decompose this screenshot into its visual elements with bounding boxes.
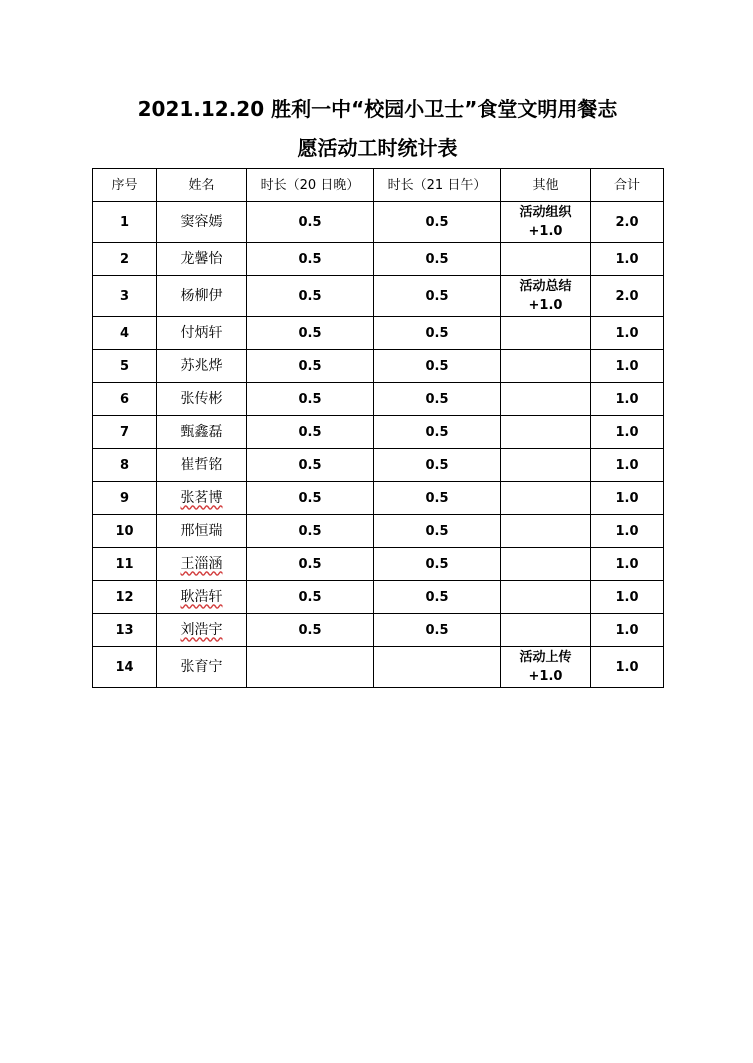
volunteer-hours-table xyxy=(92,168,664,688)
table-row xyxy=(93,416,664,449)
row-number: 3 xyxy=(93,276,157,317)
header-hours-21st-noon: 时长（21 日午） xyxy=(374,169,501,202)
row-number: 8 xyxy=(93,449,157,482)
row-hours-20: 0.5 xyxy=(247,581,374,614)
row-number: 11 xyxy=(93,548,157,581)
row-total: 1.0 xyxy=(591,317,664,350)
header-total: 合计 xyxy=(591,169,664,202)
header-other: 其他 xyxy=(501,169,591,202)
table-row xyxy=(93,449,664,482)
row-number: 6 xyxy=(93,383,157,416)
row-hours-21: 0.5 xyxy=(374,449,501,482)
row-hours-21: 0.5 xyxy=(374,416,501,449)
row-hours-21: 0.5 xyxy=(374,243,501,276)
other-value: +1.0 xyxy=(528,298,563,313)
table-row xyxy=(93,202,664,243)
row-number: 13 xyxy=(93,614,157,647)
row-number: 10 xyxy=(93,515,157,548)
table-row xyxy=(93,614,664,647)
row-other xyxy=(501,202,591,243)
row-hours-20 xyxy=(247,647,374,688)
row-name: 甄鑫磊 xyxy=(157,416,247,449)
row-total: 1.0 xyxy=(591,416,664,449)
row-other xyxy=(501,350,591,383)
row-total: 1.0 xyxy=(591,548,664,581)
row-hours-21: 0.5 xyxy=(374,383,501,416)
row-hours-20: 0.5 xyxy=(247,383,374,416)
row-name-text: 张茗博 xyxy=(180,489,223,506)
row-number: 1 xyxy=(93,202,157,243)
row-hours-21: 0.5 xyxy=(374,482,501,515)
header-name: 姓名 xyxy=(157,169,247,202)
row-total: 1.0 xyxy=(591,515,664,548)
table-header-row xyxy=(93,169,664,202)
row-name: 杨柳伊 xyxy=(157,276,247,317)
row-other xyxy=(501,416,591,449)
row-name: 张传彬 xyxy=(157,383,247,416)
row-number: 7 xyxy=(93,416,157,449)
row-total: 2.0 xyxy=(591,276,664,317)
row-name: 崔哲铭 xyxy=(157,449,247,482)
table-row xyxy=(93,581,664,614)
row-hours-21: 0.5 xyxy=(374,276,501,317)
row-name xyxy=(157,482,247,515)
table-row xyxy=(93,317,664,350)
row-hours-21: 0.5 xyxy=(374,548,501,581)
table-row xyxy=(93,482,664,515)
row-hours-20: 0.5 xyxy=(247,276,374,317)
row-name-text: 耿浩轩 xyxy=(180,588,223,605)
row-number: 5 xyxy=(93,350,157,383)
row-other xyxy=(501,449,591,482)
row-name: 付炳轩 xyxy=(157,317,247,350)
row-hours-21: 0.5 xyxy=(374,202,501,243)
other-label: 活动总结 xyxy=(519,279,572,294)
row-total: 1.0 xyxy=(591,614,664,647)
row-hours-21: 0.5 xyxy=(374,614,501,647)
row-hours-20: 0.5 xyxy=(247,202,374,243)
other-label: 活动上传 xyxy=(519,650,572,665)
row-hours-21: 0.5 xyxy=(374,581,501,614)
row-total: 1.0 xyxy=(591,350,664,383)
row-name: 邢恒瑞 xyxy=(157,515,247,548)
table-row xyxy=(93,243,664,276)
row-name: 苏兆烨 xyxy=(157,350,247,383)
row-hours-21: 0.5 xyxy=(374,317,501,350)
table-row xyxy=(93,548,664,581)
row-other xyxy=(501,482,591,515)
row-hours-20: 0.5 xyxy=(247,317,374,350)
row-other xyxy=(501,581,591,614)
row-hours-20: 0.5 xyxy=(247,416,374,449)
row-hours-20: 0.5 xyxy=(247,614,374,647)
row-name xyxy=(157,548,247,581)
header-serial-number: 序号 xyxy=(93,169,157,202)
row-hours-21: 0.5 xyxy=(374,350,501,383)
row-name xyxy=(157,581,247,614)
table-row xyxy=(93,350,664,383)
row-other xyxy=(501,383,591,416)
row-hours-20: 0.5 xyxy=(247,243,374,276)
row-total: 1.0 xyxy=(591,243,664,276)
row-name: 张育宁 xyxy=(157,647,247,688)
row-total: 1.0 xyxy=(591,449,664,482)
row-hours-20: 0.5 xyxy=(247,449,374,482)
row-total: 1.0 xyxy=(591,482,664,515)
row-other xyxy=(501,243,591,276)
row-number: 12 xyxy=(93,581,157,614)
row-hours-21: 0.5 xyxy=(374,515,501,548)
row-name: 窦容嫣 xyxy=(157,202,247,243)
row-other xyxy=(501,276,591,317)
row-name-text: 王淄涵 xyxy=(180,555,223,572)
row-other xyxy=(501,647,591,688)
table-row xyxy=(93,276,664,317)
other-label: 活动组织 xyxy=(519,205,572,220)
row-total: 1.0 xyxy=(591,581,664,614)
other-value: +1.0 xyxy=(528,224,563,239)
row-name xyxy=(157,614,247,647)
document-title-line-1: 2021.12.20 胜利一中“校园小卫士”食堂文明用餐志 xyxy=(137,97,618,121)
row-hours-20: 0.5 xyxy=(247,548,374,581)
row-name: 龙馨怡 xyxy=(157,243,247,276)
row-total: 2.0 xyxy=(591,202,664,243)
row-hours-20: 0.5 xyxy=(247,350,374,383)
row-hours-21 xyxy=(374,647,501,688)
row-total: 1.0 xyxy=(591,383,664,416)
document-title-line-2: 愿活动工时统计表 xyxy=(297,136,458,160)
row-number: 4 xyxy=(93,317,157,350)
header-hours-20th-evening: 时长（20 日晚） xyxy=(247,169,374,202)
other-value: +1.0 xyxy=(528,669,563,684)
row-other xyxy=(501,614,591,647)
row-other xyxy=(501,317,591,350)
row-total: 1.0 xyxy=(591,647,664,688)
row-hours-20: 0.5 xyxy=(247,482,374,515)
row-other xyxy=(501,515,591,548)
table-row xyxy=(93,647,664,688)
row-number: 2 xyxy=(93,243,157,276)
row-number: 9 xyxy=(93,482,157,515)
table-row xyxy=(93,383,664,416)
row-name-text: 刘浩宇 xyxy=(180,621,223,638)
row-other xyxy=(501,548,591,581)
table-row xyxy=(93,515,664,548)
row-number: 14 xyxy=(93,647,157,688)
row-hours-20: 0.5 xyxy=(247,515,374,548)
